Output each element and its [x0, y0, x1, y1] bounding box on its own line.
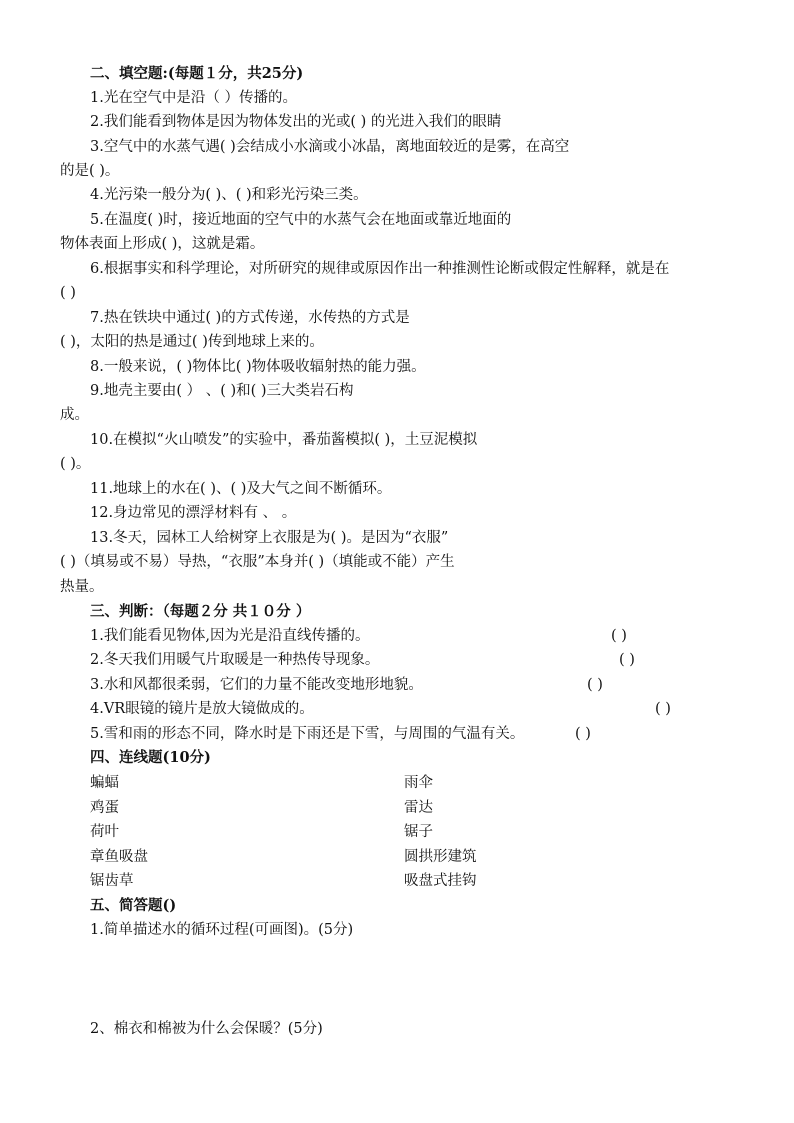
fill-line-7: 7.热在铁块中通过( )的方式传递，水传热的方式是 — [90, 310, 410, 326]
fill-line-6b: ( ) — [60, 285, 76, 301]
section-heading-short: 五、简答题() — [90, 897, 177, 914]
judge-item-1-text: 1.我们能看见物体,因为光是沿直线传播的。 — [90, 628, 370, 644]
fill-line-2: 2.我们能看到物体是因为物体发出的光或( ) 的光进入我们的眼睛 — [90, 114, 502, 130]
short-question-2: 2、棉衣和棉被为什么会保暖？(5分) — [90, 1021, 323, 1037]
fill-line-13: 13.冬天，园林工人给树穿上衣服是为( )。是因为“衣服” — [90, 530, 449, 546]
judge-item-5-text: 5.雪和雨的形态不同，降水时是下雨还是下雪，与周围的气温有关。 — [90, 726, 525, 742]
fill-line-7b: ( )，太阳的热是通过( )传到地球上来的。 — [60, 334, 324, 350]
match-right-3: 锯子 — [404, 824, 433, 840]
judge-item-4-text: 4.VR眼镜的镜片是放大镜做成的。 — [90, 701, 314, 717]
match-right-5: 吸盘式挂钩 — [404, 873, 477, 889]
fill-line-9b: 成。 — [60, 407, 89, 423]
fill-line-11: 11.地球上的水在( )、( )及大气之间不断循环。 — [90, 481, 392, 497]
match-left-2: 鸡蛋 — [90, 800, 119, 816]
fill-line-10: 10.在模拟“火山喷发”的实验中，番茄酱模拟( )，土豆泥模拟 — [90, 432, 478, 448]
section-heading-match: 四、连线题(10分) — [90, 749, 211, 766]
fill-line-6: 6.根据事实和科学理论，对所研究的规律或原因作出一种推测性论断或假定性解释，就是在 — [90, 261, 670, 277]
judge-item-3-paren: ( ) — [587, 677, 603, 693]
judge-item-2-text: 2.冬天我们用暖气片取暖是一种热传导现象。 — [90, 652, 380, 668]
match-left-1: 蝙蝠 — [90, 775, 119, 791]
section-heading-judge: 三、判断：（每题２分 共１０分 ） — [90, 603, 311, 620]
match-left-4: 章鱼吸盘 — [90, 849, 148, 865]
match-right-2: 雷达 — [404, 800, 433, 816]
judge-item-3-text: 3.水和风都很柔弱，它们的力量不能改变地形地貌。 — [90, 677, 423, 693]
section-heading-fill: 二、填空题:(每题１分，共25分) — [90, 65, 304, 82]
fill-line-13c: 热量。 — [60, 579, 104, 595]
match-right-4: 圆拱形建筑 — [404, 849, 477, 865]
fill-line-4: 4.光污染一般分为( )、( )和彩光污染三类。 — [90, 187, 368, 203]
short-question-1: 1.简单描述水的循环过程(可画图)。(5分) — [90, 922, 354, 938]
fill-line-5b: 物体表面上形成( )，这就是霜。 — [60, 236, 265, 252]
fill-line-13b: ( )（填易或不易）导热，“衣服”本身并( )（填能或不能）产生 — [60, 554, 455, 570]
match-left-5: 锯齿草 — [90, 873, 134, 889]
judge-item-5-paren: ( ) — [575, 726, 591, 742]
judge-item-1-paren: ( ) — [611, 628, 627, 644]
judge-item-2-paren: ( ) — [619, 652, 635, 668]
fill-line-3b: 的是( )。 — [60, 163, 120, 179]
fill-line-12: 12.身边常见的漂浮材料有 、 。 — [90, 505, 297, 521]
fill-line-9: 9.地壳主要由( ） 、( )和( )三大类岩石构 — [90, 383, 354, 399]
match-left-3: 荷叶 — [90, 824, 119, 840]
fill-line-1: 1.光在空气中是沿（ ）传播的。 — [90, 90, 297, 106]
fill-line-3: 3.空气中的水蒸气遇( )会结成小水滴或小冰晶，离地面较近的是雾，在高空 — [90, 139, 570, 155]
fill-line-10b: ( )。 — [60, 456, 91, 472]
fill-line-5: 5.在温度( )时，接近地面的空气中的水蒸气会在地面或靠近地面的 — [90, 212, 512, 228]
match-right-1: 雨伞 — [404, 775, 433, 791]
judge-item-4-paren: ( ) — [655, 701, 671, 717]
fill-line-8: 8.一般来说，( )物体比( )物体吸收辐射热的能力强。 — [90, 359, 426, 375]
